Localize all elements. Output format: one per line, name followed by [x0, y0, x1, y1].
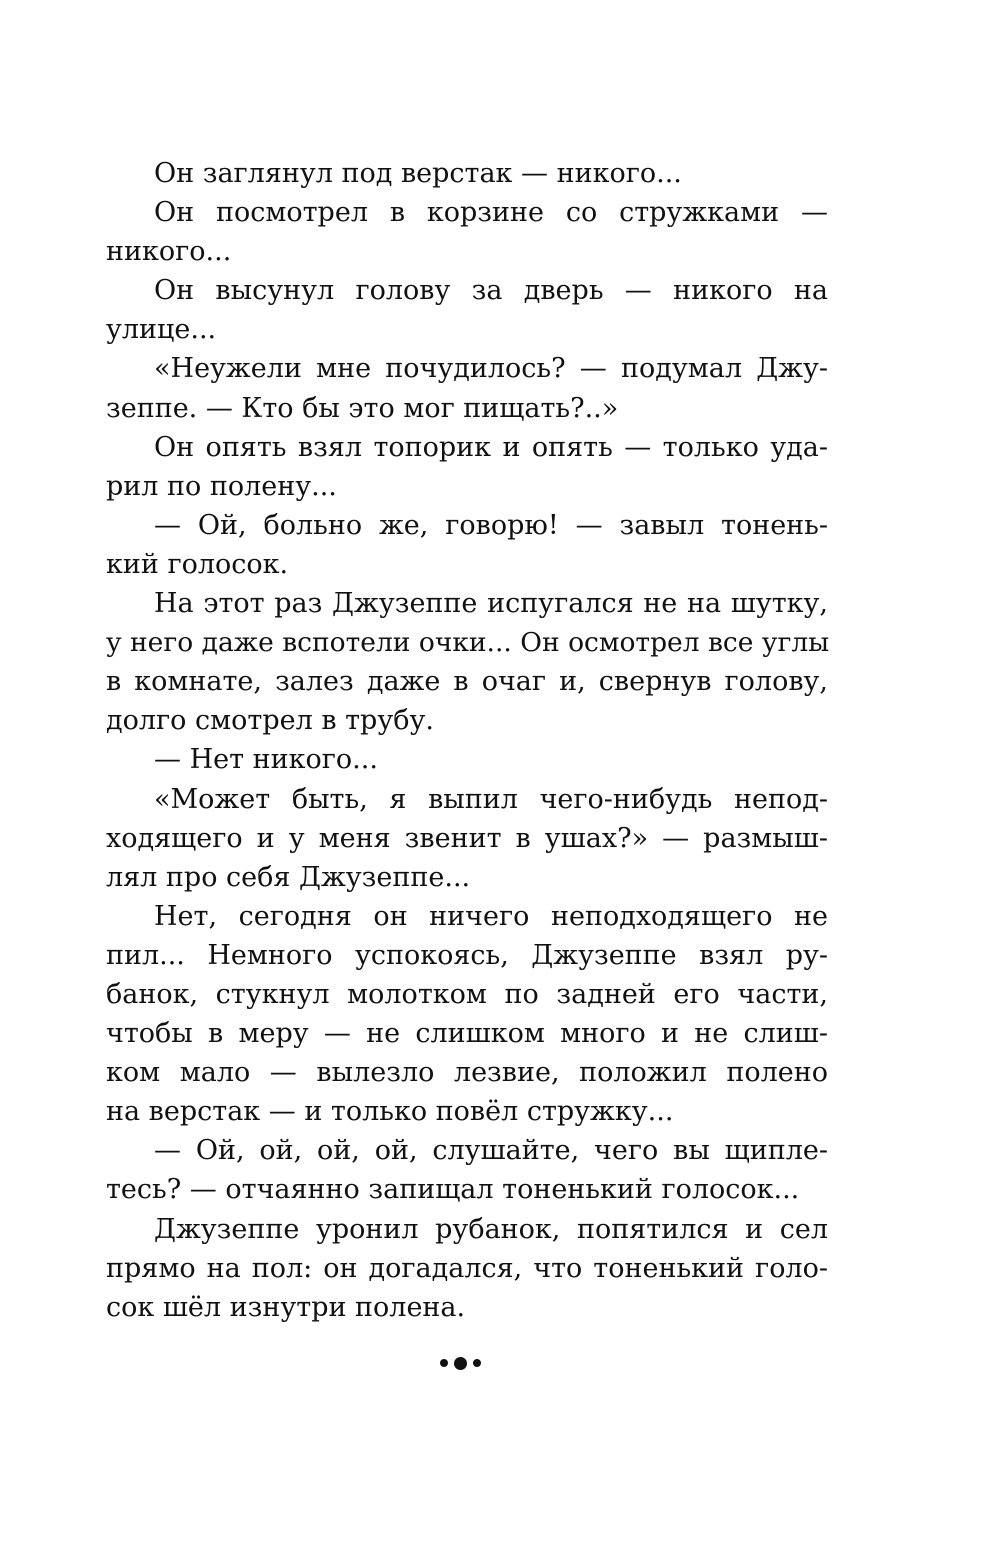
ornament-dot-center — [454, 1357, 467, 1370]
text-line: кий голосок. — [106, 548, 289, 580]
ornament-dot-right — [473, 1359, 481, 1367]
text-line: Он посмотрел в корзине со стружками — — [154, 197, 828, 229]
text-line: пил... Немного успокоясь, Джузеппе взял ру- — [106, 939, 828, 971]
text-line: — Нет никого... — [154, 744, 378, 776]
text-line: Джузеппе уронил рубанок, попятился и сел — [154, 1213, 828, 1245]
text-line: «Неужели мне почудилось? — подумал Джу- — [154, 353, 828, 385]
text-line: зеппе. — Кто бы это мог пищать?..» — [106, 392, 619, 424]
text-line: ком мало — вылезло лезвие, положил полено — [106, 1057, 828, 1089]
text-line: долго смотрел в трубу. — [106, 705, 434, 737]
body-text — [106, 154, 828, 1327]
text-line: улице... — [106, 314, 217, 346]
text-line: «Может быть, я выпил чего-нибудь непод- — [154, 783, 828, 815]
text-line: Он высунул голову за дверь — никого на — [154, 275, 828, 307]
three-dots-separator-icon — [430, 1348, 490, 1378]
text-line: чтобы в меру — не слишком много и не слиш- — [106, 1018, 828, 1050]
text-line: банок, стукнул молотком по задней его части, — [106, 978, 828, 1010]
text-line: На этот раз Джузеппе испугался не на шутку, — [154, 588, 828, 620]
ornament-dot-left — [440, 1359, 448, 1367]
text-line: лял про себя Джузеппе... — [106, 861, 471, 893]
text-line: у него даже вспотели очки... Он осмотрел все углы — [106, 627, 830, 659]
text-line: Нет, сегодня он ничего неподходящего не — [154, 900, 828, 932]
text-line: в комнате, залез даже в очаг и, свернув голову, — [106, 666, 828, 698]
text-line: прямо на пол: он догадался, что тоненький голо- — [106, 1252, 828, 1284]
text-line: ходящего и у меня звенит в ушах?» — размыш- — [106, 822, 828, 854]
text-line: сок шёл изнутри полена. — [106, 1291, 466, 1323]
text-line: на верстак — и только повёл стружку... — [106, 1096, 674, 1128]
text-line: рил по полену... — [106, 470, 337, 502]
text-line: — Ой, ой, ой, ой, слушайте, чего вы щипле- — [154, 1135, 828, 1167]
text-line: никого... — [106, 236, 232, 268]
text-line: Он опять взял топорик и опять — только уда- — [154, 431, 828, 463]
text-line: Он заглянул под верстак — никого... — [154, 158, 682, 189]
text-line: — Ой, больно же, говорю! — завыл тонень- — [154, 509, 828, 541]
text-line: тесь? — отчаянно запищал тоненький голосок... — [106, 1174, 800, 1206]
